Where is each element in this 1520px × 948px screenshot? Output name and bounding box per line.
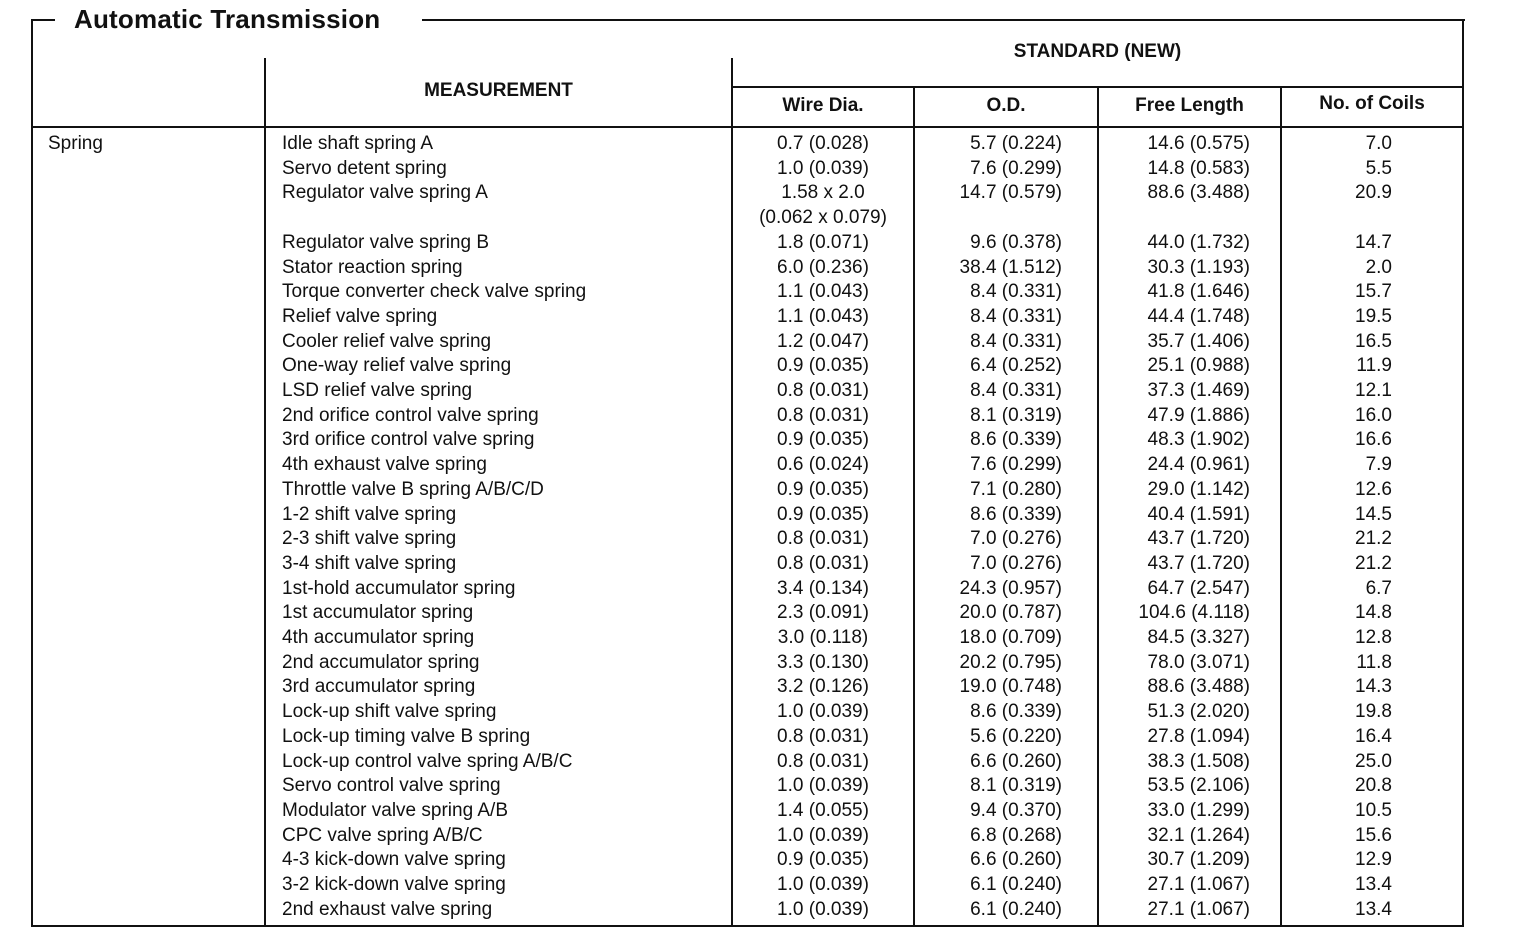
row-coils: 7.0 bbox=[1365, 133, 1392, 154]
row-free-length: 51.3 (2.020) bbox=[1147, 701, 1250, 723]
row-coils: 7.9 bbox=[1365, 454, 1392, 476]
header-measurement: MEASUREMENT bbox=[424, 80, 573, 101]
row-od: 6.1 (0.240) bbox=[970, 898, 1062, 920]
row-free-length: 78.0 (3.071) bbox=[1147, 651, 1250, 673]
row-coils: 11.8 bbox=[1356, 651, 1392, 673]
row-coils: 21.2 bbox=[1355, 552, 1392, 574]
row-wire-dia: 0.7 (0.028) bbox=[777, 133, 869, 154]
header-bottom-rule bbox=[31, 126, 1464, 128]
row-coils: 2.0 bbox=[1365, 256, 1392, 278]
row-od: 8.4 (0.331) bbox=[970, 281, 1062, 303]
row-measurement: Stator reaction spring bbox=[282, 256, 463, 278]
row-free-length: 88.6 (3.488) bbox=[1147, 676, 1250, 698]
row-wire-dia: 0.8 (0.031) bbox=[777, 750, 869, 772]
row-measurement: One-way relief valve spring bbox=[282, 355, 512, 377]
row-free-length: 30.3 (1.193) bbox=[1147, 256, 1250, 278]
row-wire-dia: 0.9 (0.035) bbox=[777, 355, 869, 377]
row-free-length: 37.3 (1.469) bbox=[1147, 380, 1250, 401]
row-measurement: 2nd exhaust valve spring bbox=[282, 898, 493, 920]
row-od: 20.2 (0.795) bbox=[959, 651, 1062, 673]
row-coils: 19.8 bbox=[1355, 701, 1392, 723]
row-measurement: Lock-up timing valve B spring bbox=[282, 725, 531, 747]
header-wire-dia: Wire Dia. bbox=[782, 95, 864, 116]
row-coils: 12.9 bbox=[1355, 849, 1392, 871]
row-coils: 25.0 bbox=[1355, 750, 1392, 772]
row-measurement: 4-3 kick-down valve spring bbox=[282, 849, 506, 871]
row-free-length: 30.7 (1.209) bbox=[1147, 849, 1250, 871]
row-coils: 6.7 bbox=[1365, 577, 1392, 599]
row-od: 9.4 (0.370) bbox=[970, 799, 1062, 821]
header-standard: STANDARD (NEW) bbox=[1013, 41, 1182, 62]
category-label: Spring bbox=[48, 133, 103, 154]
row-coils: 21.2 bbox=[1355, 528, 1392, 550]
row-od: 8.1 (0.319) bbox=[970, 404, 1062, 426]
row-wire-dia: 0.8 (0.031) bbox=[777, 552, 869, 574]
row-free-length: 24.4 (0.961) bbox=[1147, 454, 1250, 476]
header-coils: No. of Coils bbox=[1319, 93, 1425, 114]
row-wire-dia: 0.8 (0.031) bbox=[777, 404, 869, 426]
row-measurement: Lock-up control valve spring A/B/C bbox=[282, 750, 573, 772]
row-coils: 16.6 bbox=[1355, 429, 1392, 451]
row-free-length: 27.8 (1.094) bbox=[1147, 725, 1250, 747]
header-free-length: Free Length bbox=[1135, 95, 1244, 116]
row-wire-dia: 0.9 (0.035) bbox=[777, 478, 869, 500]
row-measurement: CPC valve spring A/B/C bbox=[282, 824, 483, 846]
row-coils: 12.8 bbox=[1355, 627, 1392, 648]
frame-bottom-border bbox=[31, 925, 1464, 927]
row-free-length: 43.7 (1.720) bbox=[1147, 552, 1250, 574]
row-measurement: 3-4 shift valve spring bbox=[282, 552, 457, 574]
row-wire-dia: 1.58 x 2.0 bbox=[781, 182, 865, 204]
row-wire-dia: 0.9 (0.035) bbox=[777, 849, 869, 871]
row-coils: 19.5 bbox=[1355, 305, 1392, 327]
row-coils: 14.5 bbox=[1355, 503, 1392, 525]
row-free-length: 27.1 (1.067) bbox=[1147, 874, 1250, 895]
row-wire-dia: 1.1 (0.043) bbox=[777, 305, 869, 327]
row-measurement: Regulator valve spring B bbox=[282, 231, 489, 253]
row-wire-dia: 1.2 (0.047) bbox=[777, 330, 869, 352]
row-wire-dia-inch: (0.062 x 0.079) bbox=[759, 207, 887, 229]
row-wire-dia: 1.1 (0.043) bbox=[777, 281, 869, 303]
row-measurement: 3rd orifice control valve spring bbox=[282, 429, 535, 451]
row-wire-dia: 3.4 (0.134) bbox=[777, 577, 869, 599]
frame-top-border-right bbox=[422, 19, 1465, 21]
row-coils: 10.5 bbox=[1355, 799, 1392, 821]
row-coils: 16.0 bbox=[1355, 404, 1392, 426]
row-wire-dia: 1.0 (0.039) bbox=[777, 824, 869, 846]
row-wire-dia: 0.8 (0.031) bbox=[777, 725, 869, 747]
row-coils: 5.5 bbox=[1365, 157, 1392, 179]
row-od: 8.6 (0.339) bbox=[970, 503, 1062, 525]
row-free-length: 53.5 (2.106) bbox=[1147, 775, 1250, 797]
row-measurement: Servo control valve spring bbox=[282, 775, 501, 797]
row-wire-dia: 3.2 (0.126) bbox=[777, 676, 869, 698]
row-coils: 14.7 bbox=[1355, 231, 1392, 253]
row-measurement: 1-2 shift valve spring bbox=[282, 503, 457, 525]
row-coils: 20.9 bbox=[1355, 182, 1392, 204]
row-measurement: 3-2 kick-down valve spring bbox=[282, 874, 506, 895]
row-od: 6.1 (0.240) bbox=[970, 874, 1062, 895]
row-measurement: Relief valve spring bbox=[282, 305, 438, 327]
row-measurement: Servo detent spring bbox=[282, 157, 447, 179]
row-od: 5.7 (0.224) bbox=[970, 133, 1062, 154]
row-wire-dia: 1.0 (0.039) bbox=[777, 157, 869, 179]
row-measurement: 4th accumulator spring bbox=[282, 627, 475, 648]
row-measurement: 4th exhaust valve spring bbox=[282, 454, 487, 476]
row-measurement: 2nd orifice control valve spring bbox=[282, 404, 539, 426]
row-free-length: 35.7 (1.406) bbox=[1147, 330, 1250, 352]
row-free-length: 25.1 (0.988) bbox=[1147, 355, 1250, 377]
row-coils: 20.8 bbox=[1355, 775, 1392, 797]
row-coils: 15.7 bbox=[1355, 281, 1392, 303]
row-free-length: 64.7 (2.547) bbox=[1147, 577, 1250, 599]
row-coils: 12.1 bbox=[1355, 380, 1392, 401]
row-free-length: 104.6 (4.118) bbox=[1138, 602, 1250, 624]
row-od: 6.8 (0.268) bbox=[970, 824, 1062, 846]
row-od: 7.6 (0.299) bbox=[970, 454, 1062, 476]
row-wire-dia: 1.8 (0.071) bbox=[777, 231, 869, 253]
row-od: 20.0 (0.787) bbox=[959, 602, 1062, 624]
row-free-length: 47.9 (1.886) bbox=[1147, 404, 1250, 426]
row-coils: 15.6 bbox=[1355, 824, 1392, 846]
row-od: 8.6 (0.339) bbox=[970, 701, 1062, 723]
row-free-length: 41.8 (1.646) bbox=[1147, 281, 1250, 303]
row-od: 19.0 (0.748) bbox=[959, 676, 1062, 698]
row-free-length: 38.3 (1.508) bbox=[1147, 750, 1250, 772]
row-measurement: 1st accumulator spring bbox=[282, 602, 474, 624]
row-wire-dia: 3.3 (0.130) bbox=[777, 651, 869, 673]
row-coils: 14.3 bbox=[1355, 676, 1392, 698]
row-measurement: Idle shaft spring A bbox=[282, 133, 434, 154]
row-measurement: Modulator valve spring A/B bbox=[282, 799, 509, 821]
row-wire-dia: 3.0 (0.118) bbox=[777, 627, 869, 648]
row-coils: 13.4 bbox=[1355, 898, 1392, 920]
row-free-length: 14.8 (0.583) bbox=[1147, 157, 1250, 179]
row-od: 18.0 (0.709) bbox=[959, 627, 1062, 648]
row-od: 7.6 (0.299) bbox=[970, 157, 1062, 179]
row-od: 8.4 (0.331) bbox=[970, 330, 1062, 352]
row-od: 8.6 (0.339) bbox=[970, 429, 1062, 451]
frame-top-border-left bbox=[31, 19, 55, 21]
row-od: 5.6 (0.220) bbox=[970, 725, 1062, 747]
row-free-length: 29.0 (1.142) bbox=[1147, 478, 1250, 500]
row-od: 8.4 (0.331) bbox=[970, 305, 1062, 327]
row-od: 7.0 (0.276) bbox=[970, 552, 1062, 574]
column-divider-measurement bbox=[264, 58, 266, 926]
row-free-length: 88.6 (3.488) bbox=[1147, 182, 1250, 204]
row-free-length: 84.5 (3.327) bbox=[1147, 627, 1250, 648]
row-od: 6.4 (0.252) bbox=[970, 355, 1062, 377]
row-wire-dia: 1.0 (0.039) bbox=[777, 898, 869, 920]
row-wire-dia: 1.4 (0.055) bbox=[777, 799, 869, 821]
row-free-length: 27.1 (1.067) bbox=[1147, 898, 1250, 920]
header-od: O.D. bbox=[986, 95, 1026, 116]
row-od: 7.0 (0.276) bbox=[970, 528, 1062, 550]
row-coils: 11.9 bbox=[1356, 355, 1392, 377]
row-measurement: 1st-hold accumulator spring bbox=[282, 577, 516, 599]
row-coils: 14.8 bbox=[1355, 602, 1392, 624]
row-od: 24.3 (0.957) bbox=[959, 577, 1062, 599]
row-measurement: Throttle valve B spring A/B/C/D bbox=[282, 478, 544, 500]
row-coils: 16.4 bbox=[1355, 725, 1392, 747]
row-free-length: 44.0 (1.732) bbox=[1147, 231, 1250, 253]
row-wire-dia: 1.0 (0.039) bbox=[777, 874, 869, 895]
row-measurement: Torque converter check valve spring bbox=[282, 281, 587, 303]
row-wire-dia: 6.0 (0.236) bbox=[777, 256, 869, 278]
row-measurement: Regulator valve spring A bbox=[282, 182, 488, 204]
row-measurement: Lock-up shift valve spring bbox=[282, 701, 497, 723]
row-od: 7.1 (0.280) bbox=[970, 478, 1062, 500]
row-wire-dia: 0.6 (0.024) bbox=[777, 454, 869, 476]
row-free-length: 33.0 (1.299) bbox=[1147, 799, 1250, 821]
row-free-length: 48.3 (1.902) bbox=[1147, 429, 1250, 451]
row-wire-dia: 1.0 (0.039) bbox=[777, 775, 869, 797]
row-od: 9.6 (0.378) bbox=[970, 231, 1062, 253]
row-measurement: 2nd accumulator spring bbox=[282, 651, 480, 673]
row-wire-dia: 1.0 (0.039) bbox=[777, 701, 869, 723]
row-od: 8.1 (0.319) bbox=[970, 775, 1062, 797]
row-free-length: 43.7 (1.720) bbox=[1147, 528, 1250, 550]
row-od: 14.7 (0.579) bbox=[959, 182, 1062, 204]
frame-left-border bbox=[31, 19, 33, 926]
row-coils: 12.6 bbox=[1355, 478, 1392, 500]
row-wire-dia: 0.9 (0.035) bbox=[777, 429, 869, 451]
row-wire-dia: 2.3 (0.091) bbox=[777, 602, 869, 624]
row-od: 6.6 (0.260) bbox=[970, 849, 1062, 871]
row-measurement: Cooler relief valve spring bbox=[282, 330, 492, 352]
row-measurement: 3rd accumulator spring bbox=[282, 676, 476, 698]
row-measurement: LSD relief valve spring bbox=[282, 380, 473, 401]
row-coils: 13.4 bbox=[1355, 874, 1392, 895]
row-od: 8.4 (0.331) bbox=[970, 380, 1062, 401]
row-free-length: 40.4 (1.591) bbox=[1147, 503, 1250, 525]
row-wire-dia: 0.8 (0.031) bbox=[777, 528, 869, 550]
row-free-length: 44.4 (1.748) bbox=[1147, 305, 1250, 327]
row-wire-dia: 0.9 (0.035) bbox=[777, 503, 869, 525]
frame-right-border bbox=[1462, 19, 1464, 926]
row-free-length: 14.6 (0.575) bbox=[1147, 133, 1250, 154]
row-measurement: 2-3 shift valve spring bbox=[282, 528, 457, 550]
row-coils: 16.5 bbox=[1355, 330, 1392, 352]
row-free-length: 32.1 (1.264) bbox=[1147, 824, 1250, 846]
section-title: Automatic Transmission bbox=[74, 4, 381, 34]
row-od: 38.4 (1.512) bbox=[959, 256, 1062, 278]
row-od: 6.6 (0.260) bbox=[970, 750, 1062, 772]
row-wire-dia: 0.8 (0.031) bbox=[777, 380, 869, 401]
